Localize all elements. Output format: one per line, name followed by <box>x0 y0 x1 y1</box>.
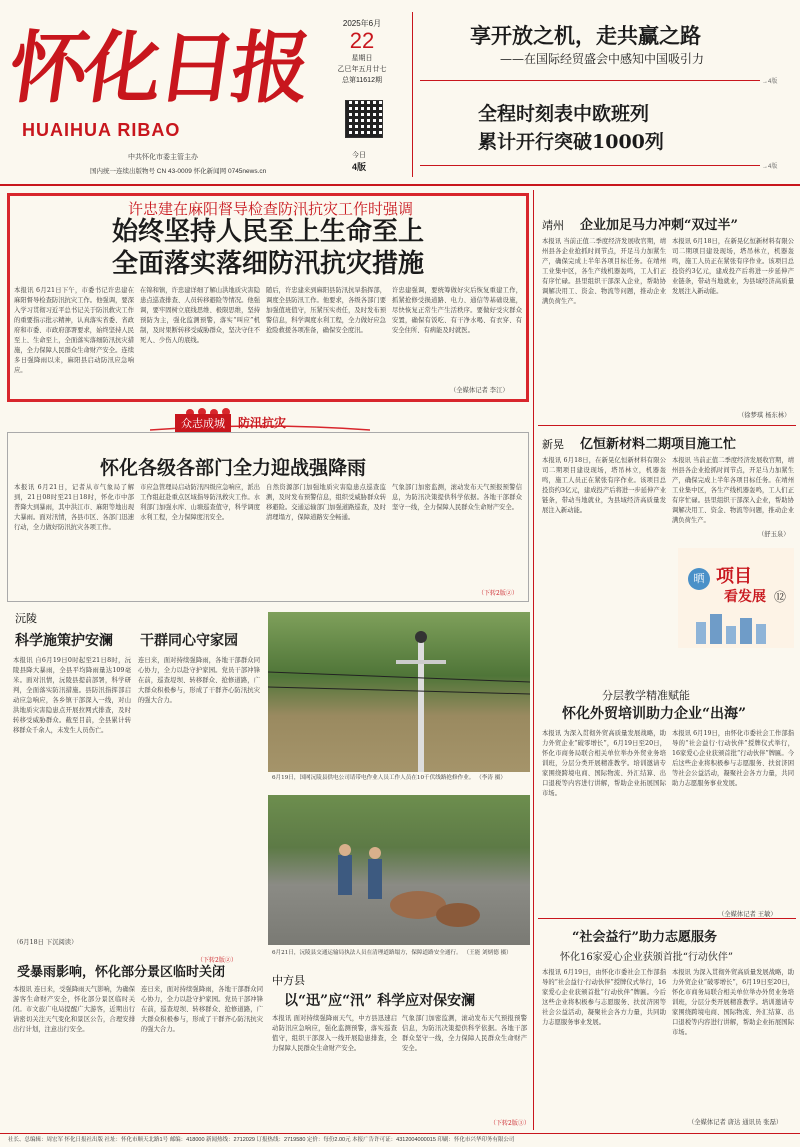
newspaper-logo: 怀化日报 <box>3 23 313 114</box>
zhongfang-title: 以“迅”应“汛” 科学应对保安澜 <box>284 993 476 1009</box>
zhongfang-article[interactable] <box>268 970 530 1130</box>
workers-rocks-icon <box>268 795 530 945</box>
yuanling-article[interactable] <box>7 608 135 953</box>
road-clearing-photo[interactable] <box>268 795 530 945</box>
xinhuang-title: 亿恒新材料二期项目施工忙 <box>580 437 737 452</box>
scenic-text-2: 连日来，面对持续强降雨，各地干部群众同心协力，全力以赴守护家园。党员干部冲锋在前，巡查堤坝、转移群众、抢修道路，广大群众积极参与，形成了干群齐心防汛抗灾的强大合力。 <box>141 986 263 1033</box>
top-headline-2-line2: 累计开行突破1000列 <box>478 131 664 153</box>
lead-kicker: 许忠建在麻阳督导检查防汛抗灾工作时强调 <box>128 200 414 218</box>
qr-code-icon[interactable] <box>345 100 383 138</box>
project-badge-sub: 看发展 <box>724 589 766 605</box>
charity-title: “社会益行”助力志愿服务 <box>572 930 717 945</box>
scenic-more-link[interactable]: （下转2版②） <box>197 957 237 964</box>
page-count <box>352 150 366 173</box>
masthead-divider <box>412 12 413 177</box>
date-day: 22 <box>349 28 375 53</box>
lead-byline: （全媒体记者 李江） <box>450 387 509 394</box>
top-headline-2-line1: 全程时刻表中欧班列 <box>478 103 650 125</box>
photo-1-caption-text: 6月19日，国网沅陵县供电公司请带电作业人员工作人员在10千伏线路抢修作业。 <box>272 775 475 781</box>
trade-title: 怀化外贸培训助力企业“出海” <box>562 706 747 722</box>
charity-byline: （全媒体记者 唐达 通讯员 张磊） <box>688 1119 783 1126</box>
departments-article[interactable] <box>7 432 529 602</box>
project-badge-number: ⑫ <box>774 590 787 604</box>
yuanling-text: 本报讯 自6月19日0时起至21日8时，沅陵县降大暴雨，全县平均降雨量达109毫米。面对汛情，沅陵县提前部署，科学研判，全面落实防汛措施。县防汛指挥部启动应急响应，各乡镇干部深入一线，对山洪地质灾害隐患点开展拉网式排查，及时转移受威胁群众。截至目前，全县累计转移群众千余人，未发生人员伤亡。 <box>13 657 131 734</box>
top-headline-1-subtitle: ——在国际经贸盛会中感知中国吸引力 <box>500 52 705 66</box>
jingzhou-text-2: 本报讯 6月18日，在新晃亿恒新材料有限公司二期项目建设现场，塔吊林立，机器轰鸣，施工人员正在紧张有序作业。该项目总投资约3亿元，建成投产后将进一步延伸产业链条，带动当地就业，为县域经济高质量发展注入新动能。 <box>672 238 794 295</box>
photo-1-caption <box>272 774 528 782</box>
pages-label: 4版 <box>352 162 367 172</box>
ganqun-title: 干群同心守家园 <box>140 633 238 649</box>
top-headline-1[interactable]: 享开放之机，走共赢之路 <box>470 23 701 48</box>
lead-article[interactable] <box>7 193 529 402</box>
departments-col-4: 气象部门加密监测，滚动发布天气预报预警信息，为防汛决策提供科学依据。各地干部群众坚守一线，全力保障人民群众生命财产安全。 <box>392 484 522 511</box>
zhongfang-tag: 中方县 <box>272 974 305 987</box>
banner-text: 防汛抗灾 <box>238 416 287 430</box>
right-rule-2 <box>538 918 796 919</box>
lunar-date: 乙巳年五月廿七 <box>337 66 387 73</box>
date-block <box>332 18 392 86</box>
ganqun-article[interactable] <box>138 608 263 953</box>
today-label: 今日 <box>352 152 366 159</box>
departments-col-1: 本报讯 6月21日，记者从市气象局了解到，21日08时至21日18时，怀化市中部普降大到暴雨，其中洪江市、麻阳等地出现大暴雨。面对汛情，各县市区、各部门迅速行动，全力做好防汛抗灾各项工作。 <box>14 484 134 531</box>
lead-col-1: 本报讯 6月21日下午，市委书记许忠建在麻阳督导检查防汛抗灾工作。他强调，要深入学习贯彻习近平总书记关于防汛救灾工作的重要指示批示精神，认真落实省委、省政府和市委、市政府部署要求，始终坚持人民至上、生命至上，全面落实落细防汛抗灾措施，全力保障人民群众生命财产安全。连续多日强降雨以来，麻阳县启动防汛应急响应。 <box>14 287 134 374</box>
charity-text: 本报讯 6月19日，由怀化市委社会工作部指导的“社会益行·行动伙伴”授牌仪式举行，16家爱心企业获颁首批“行动伙伴”牌匾。今后这些企业将积极参与志愿服务、扶贫济困等社会公益活动，凝聚社会各方力量，共同助力志愿服务事业发展。 <box>542 969 666 1026</box>
issue-serial: 总第11612期 <box>342 77 382 84</box>
departments-title: 怀化各级各部门全力迎战强降雨 <box>100 457 367 479</box>
lead-title <box>68 216 468 280</box>
lead-title-line1: 始终坚持人民至上生命至上 <box>111 217 424 247</box>
scenic-title: 受暴雨影响，怀化部分景区临时关闭 <box>17 965 226 980</box>
scenic-text: 本报讯 连日来，受强降雨天气影响，为确保游客生命财产安全，怀化部分景区临时关闭。市文旅广电局提醒广大游客，近期出行请密切关注天气变化和景区公告，合理安排出行计划，注意出行安全。 <box>13 986 135 1033</box>
zhongfang-text: 本报讯 面对持续强降雨天气，中方县迅速启动防汛应急响应，强化监测预警，落实巡查值守，组织干部深入一线开展隐患排查，全力保障人民群众生命财产安全。 <box>272 1015 397 1052</box>
trade-text: 本报讯 为深入贯彻外贸高质量发展战略，助力外贸企业“破零增长”，6月19日至20日，怀化市商务局联合相关单位举办外贸业务培训班，分层分类开展精准教学。培训邀请专家围绕跨境电商、国际物流、外汇结算、出口退税等内容进行讲解，帮助企业拓展国际市场。 <box>542 730 666 797</box>
jingzhou-article[interactable] <box>538 193 796 423</box>
masthead <box>0 0 800 185</box>
photo-2-caption-text: 6月21日，沅陵县交通运输局执法人员在清理道路塌方，保障道路安全通行。 <box>272 950 462 956</box>
goto-page-1[interactable]: →4版 <box>762 79 778 85</box>
ganqun-text: 连日来，面对持续强降雨，各地干部群众同心协力，全力以赴守护家园。党员干部冲锋在前，巡查堤坝、转移群众、抢修道路，广大群众积极参与，形成了干群齐心防汛抗灾的强大合力。 <box>138 657 260 704</box>
headline-rule-2 <box>420 165 760 166</box>
project-badge-circle: 晒 <box>688 568 710 590</box>
headline-rule <box>420 80 760 81</box>
xinhuang-text-2: 本报讯 当前正值二季度经济发展收官期，靖州县各企业抢抓时间节点，开足马力加紧生产，确保完成上半年各项目标任务。在靖州工业集中区，各生产线机器轰鸣，工人们正有序忙碌。县里组织干部深入企业，帮助协调解决用工、资金、物流等问题，推动企业满负荷生产。 <box>672 457 794 524</box>
goto-page-2[interactable]: →4版 <box>762 164 778 170</box>
jingzhou-title: 企业加足马力冲刺“双过半” <box>580 218 738 233</box>
zhongfang-more-link[interactable]: （下转2版③） <box>490 1120 530 1127</box>
top-headline-2[interactable] <box>478 100 664 156</box>
newspaper-pinyin: HUAIHUA RIBAO <box>22 120 181 140</box>
zhongfang-text-2: 气象部门加密监测，滚动发布天气预报预警信息，为防汛决策提供科学依据。各地干部群众坚守一线，全力保障人民群众生命财产安全。 <box>402 1015 527 1052</box>
trade-kicker: 分层教学精准赋能 <box>602 689 690 702</box>
xinhuang-tag: 新晃 <box>542 438 564 451</box>
yuanling-tag: 沅陵 <box>15 612 37 625</box>
project-badge-main: 项目 <box>716 566 752 587</box>
lead-title-line2: 全面落实落细防汛抗灾措施 <box>111 249 424 279</box>
departments-more-link[interactable]: （下转2版②） <box>478 590 518 597</box>
photo-1-byline: （李涛 摄） <box>476 775 506 781</box>
trade-text-2: 本报讯 6月19日，由怀化市委社会工作部指导的“社会益行·行动伙伴”授牌仪式举行，16家爱心企业获颁首批“行动伙伴”牌匾。今后这些企业将积极参与志愿服务、扶贫济困等社会公益活动，凝聚社会各方力量，共同助力志愿服务事业发展。 <box>672 730 794 787</box>
photo-2-caption <box>272 949 528 957</box>
trade-article[interactable] <box>538 685 796 935</box>
date-year-month: 2025年6月 <box>342 19 382 28</box>
departments-col-3: 自然资源部门加强地质灾害隐患点巡查监测，及时发布预警信息，组织受威胁群众转移避险。交通运输部门加强道路巡查，及时清理塌方，保障道路安全畅通。 <box>266 484 386 521</box>
jingzhou-text: 本报讯 当前正值二季度经济发展收官期，靖州县各企业抢抓时间节点，开足马力加紧生产，确保完成上半年各项目标任务。在靖州工业集中区，各生产线机器轰鸣，工人们正有序忙碌。县里组织干部深入企业，帮助协调解决用工、资金、物流等问题，推动企业满负荷生产。 <box>542 238 666 305</box>
scenic-closure-article[interactable] <box>7 955 265 1130</box>
charity-article[interactable] <box>538 922 796 1130</box>
lead-col-2: 在锦和镇，许忠建详细了解山洪地质灾害隐患点巡查排查、人员转移避险等情况。他强调，要牢固树立底线思维、极限思维，坚持预防为主，强化监测预警，落实“叫应”机制，及时果断转移受威胁群众，坚决守住不死人、少伤人的底线。 <box>140 287 260 344</box>
jingzhou-tag: 靖州 <box>542 219 564 232</box>
right-column-divider <box>533 190 534 1130</box>
powerline-photo[interactable] <box>268 612 530 772</box>
masthead-bottom-rule <box>0 184 800 186</box>
lead-col-4: 许忠建强调，要统筹做好灾后恢复重建工作，抓紧抢修受损道路、电力、通信等基础设施，尽快恢复正常生产生活秩序。要做好受灾群众安置，确保有饭吃、有干净水喝、有衣穿、有安全住所、有病能及时就医。 <box>392 287 522 334</box>
xinhuang-text: 本报讯 6月18日，在新晃亿恒新材料有限公司二期项目建设现场，塔吊林立，机器轰鸣，施工人员正在紧张有序作业。该项目总投资约3亿元，建成投产后将进一步延伸产业链条，带动当地就业，为县域经济高质量发展注入新动能。 <box>542 457 666 514</box>
sponsor-line: 中共怀化市委主管主办 <box>128 154 198 161</box>
photo-2-byline: （王能 刘炳德 摄） <box>463 950 512 956</box>
charity-text-2: 本报讯 为深入贯彻外贸高质量发展战略，助力外贸企业“破零增长”，6月19日至20日，怀化市商务局联合相关单位举办外贸业务培训班，分层分类开展精准教学。培训邀请专家围绕跨境电商、国际物流、外汇结算、出口退税等内容进行讲解，帮助企业拓展国际市场。 <box>672 969 794 1036</box>
flood-banner <box>150 404 370 434</box>
xinhuang-byline: （舒玉泉） <box>758 531 790 538</box>
page-footer: 社长、总编辑：周宏军 怀化日报社出版 社址：怀化市顺天北路1号 邮编：418000 新闻热线：2712029 订报热线：2719580 定价：每份2.00元 本报广告许可证：4312004000015 印刷：怀化市兴华印务有限公司 <box>0 1133 800 1147</box>
skyline-icon <box>686 610 786 644</box>
right-rule-1 <box>538 425 796 426</box>
utility-pole-icon <box>268 612 530 772</box>
project-badge <box>678 548 794 648</box>
departments-col-2: 市应急管理局启动防汛四级应急响应，派出工作组赶赴重点区域指导防汛救灾工作。水利部门加强水库、山塘巡查值守，科学调度水利工程，全力保障度汛安全。 <box>140 484 260 521</box>
yuanling-title: 科学施策护安澜 <box>15 633 113 649</box>
charity-subtitle: 怀化16家爱心企业获颁首批“行动伙伴” <box>560 952 733 963</box>
banner-tag: 众志成城 <box>175 414 231 432</box>
xinhuang-article[interactable] <box>538 428 796 668</box>
trade-byline: （全媒体记者 王敏） <box>718 911 777 918</box>
lead-col-3: 随后，许忠建来到麻阳县防汛抗旱指挥部，调度全县防汛工作。他要求，各级各部门要加强值班值守，压紧压实责任，及时发布预警信息，科学调度水利工程，全力做好应急抢险救援各项准备，确保安全度汛。 <box>266 287 386 334</box>
jingzhou-byline: （徐梦琪 杨东林） <box>738 412 791 419</box>
weekday: 星期日 <box>351 55 373 62</box>
publication-info: 国内统一连续出版物号 CN 43-0009 怀化新闻网 0745news.cn <box>90 168 267 175</box>
yuanling-byline: （6月18日 下沉阅读） <box>13 939 78 946</box>
